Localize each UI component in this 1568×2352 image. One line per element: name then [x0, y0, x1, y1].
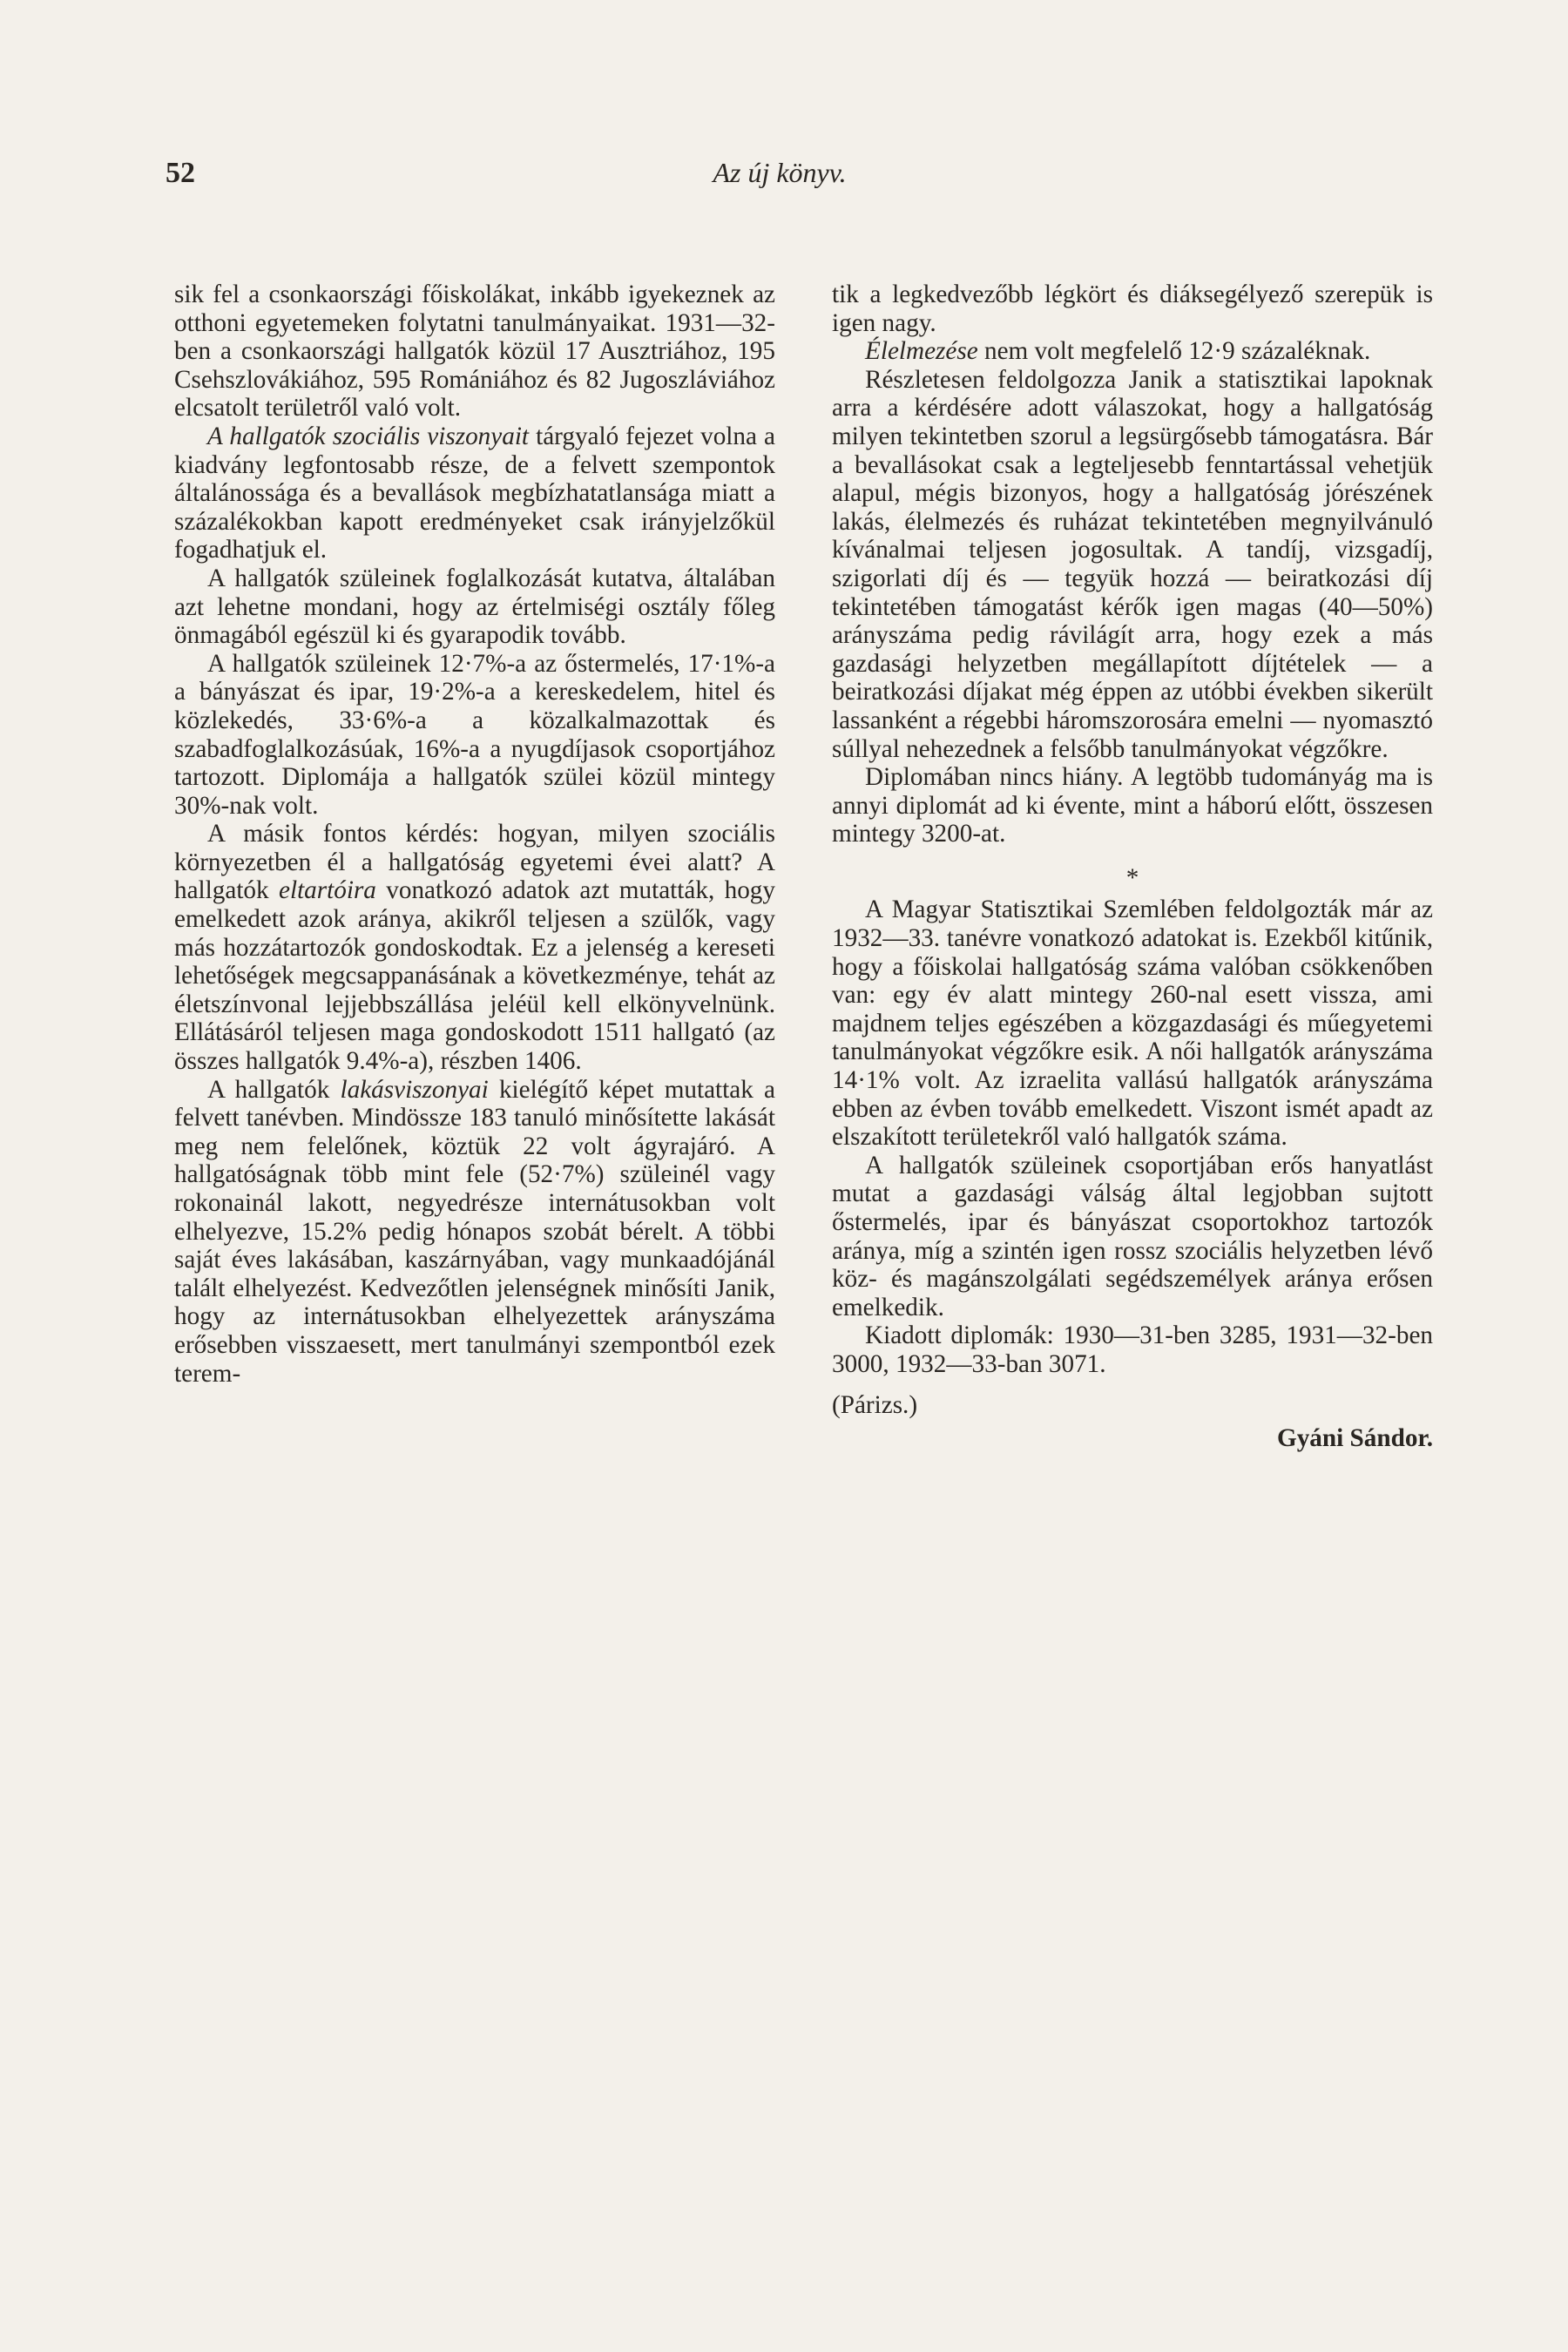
author-signature: Gyáni Sándor. [1277, 1424, 1433, 1453]
left-paragraph-6 [174, 1076, 775, 1389]
page-header [166, 157, 1394, 200]
left-paragraph-5 [174, 820, 775, 1075]
left-paragraph-5-text-b: vonatkozó adatok azt mutatták, hogy emelkedett azok aránya, akikről teljesen a szülők, vagy más hozzátartozók gondoskodtak. Ez a jelenség a kereseti lehetőségek megcsappanásának a következménye, tehát az életszínvonal lejjebbszállása jeléül kell elkönyvelnünk. Ellátásáról teljesen maga gondoskodott 1511 hallgató (az összes hallgatók 9.4%-a), részben 1406. [174, 876, 775, 1076]
left-paragraph-4: A hallgatók szüleinek 12·7%-a az őstermelés, 17·1%-a a bányászat és ipar, 19·2%-a a kereskedelem, hitel és közlekedés, 33·6%-a a közalkalmazottak és szabadfoglalkozásúak, 16%-a a nyugdíjasok csoportjához tartozott. Diplomája a hallgatók szülei közül mintegy 30%-nak volt. [174, 649, 775, 820]
left-paragraph-6-text-b: kielégítő képet mutattak a felvett tanévben. Mindössze 183 tanuló minősítette lakását meg nem felelőnek, köztük 22 volt ágyrajáró. A hallgatóságnak több mint fele (52·7%) szüleinél vagy rokonainál lakott, negyedrésze internátusokban volt elhelyezve, 15.2% pedig hónapos szobát bérelt. A többi saját éves lakásában, kaszárnyában, vagy munkaadójánál talált elhelyezést. Kedvezőtlen jelenségnek minősíti Janik, hogy az internátusokban elhelyezettek arányszáma erősebben visszaesett, mert tanulmányi szempontból ezek terem- [174, 1075, 775, 1388]
running-head: Az új könyv. [713, 157, 847, 188]
italic-term-eltartoira: eltartóira [279, 876, 376, 905]
right-column [832, 280, 1433, 1453]
left-paragraph-3: A hallgatók szüleinek foglalkozását kutatva, általában azt lehetne mondani, hogy az értelmiségi osztály főleg önmagából egészül ki és gyarapodik tovább. [174, 564, 775, 650]
right-paragraph-6: A hallgatók szüleinek csoportjában erős hanyatlást mutat a gazdasági válság által legjobban sujtott őstermelés, ipar és bányászat csoportokhoz tartozók aránya, míg a szintén igen rossz szociális helyzetben lévő köz- és magánszolgálati segédszemélyek aránya erősen emelkedik. [832, 1151, 1433, 1321]
italic-heading-social: A hallgatók szociális viszonyait [207, 422, 530, 450]
section-separator-asterisk: * [1125, 863, 1139, 892]
right-paragraph-1: tik a legkedvezőbb légkört és diáksegélyező szerepük is igen nagy. [832, 280, 1433, 337]
place-note: (Párizs.) [832, 1390, 918, 1419]
right-paragraph-4: Diplomában nincs hiány. A legtöbb tudományág ma is annyi diplomát ad ki évente, mint a háború előtt, összesen mintegy 3200-at. [832, 763, 1433, 848]
right-paragraph-7: Kiadott diplomák: 1930—31-ben 3285, 1931—32-ben 3000, 1932—33-ban 3071. [832, 1321, 1433, 1378]
right-paragraph-2 [832, 337, 1433, 366]
left-paragraph-5-text-a: A másik fontos kérdés: hogyan, milyen szociális környezetben él a hallgatóság egyetemi évei alatt? A hallgatók [174, 820, 775, 905]
left-paragraph-2-text: tárgyaló fejezet volna a kiadvány legfontosabb része, de a felvett szempontok általánossága és a bevallások megbízhatatlansága miatt a százalékokban kapott eredményeket csak irányjelzőkül fogadhatjuk el. [174, 422, 775, 564]
right-paragraph-3: Részletesen feldolgozza Janik a statisztikai lapoknak arra a kérdésére adott válaszokat, hogy a hallgatóság milyen tekintetben szorul a legsürgősebb támogatásra. Bár a bevallásokat csak a legteljesebb fenntartással vehetjük alapul, mégis bizonyos, hogy a hallgatóság jórészének lakás, élelmezés és ruházat tekintetében megnyilvánuló kívánalmai teljesen jogosultak. A tandíj, vizsgadíj, szigorlati díj és — tegyük hozzá — beiratkozási díj tekintetében támogatást kérők igen magas (40—50%) arányszáma pedig rávilágít arra, hogy ezek a más gazdasági helyzetben megállapított díjtételek — a beiratkozási díjakat még éppen az utóbbi években sikerült lassanként a régebbi háromszorosára emelni — nyomasztó súllyal nehezednek a felsőbb tanulmányokat végzőkre. [832, 365, 1433, 763]
left-paragraph-2 [174, 422, 775, 564]
left-column [174, 280, 775, 1388]
left-paragraph-1: sik fel a csonkaországi főiskolákat, inkább igyekeznek az otthoni egyetemeken folytatni tanulmányaikat. 1931—32-ben a csonkaországi hallgatók közül 17 Ausztriához, 195 Csehszlovákiához, 595 Romániához és 82 Jugoszláviához elcsatolt területről való volt. [174, 280, 775, 422]
italic-term-lakasviszonyai: lakásviszonyai [340, 1075, 489, 1104]
italic-term-elelmezese: Élelmezése [865, 337, 978, 366]
right-paragraph-5: A Magyar Statisztikai Szemlében feldolgozták már az 1932—33. tanévre vonatkozó adatokat is. Ezekből kitűnik, hogy a főiskolai hallgatóság száma valóban csökkenőben van: egy év alatt mintegy 260-nal esett vissza, ami majdnem teljes egészében a közgazdasági és műegyetemi tanulmányokat végzőkre esik. A női hallgatók arányszáma 14·1% volt. Az izraelita vallású hallgatók arányszáma ebben az évben tovább emelkedett. Viszont ismét apadt az elszakított területekről való hallgatók száma. [832, 896, 1433, 1152]
right-paragraph-2-text: nem volt megfelelő 12·9 százaléknak. [977, 337, 1371, 366]
page-number: 52 [166, 157, 195, 189]
left-paragraph-6-text-a: A hallgatók [207, 1075, 341, 1104]
